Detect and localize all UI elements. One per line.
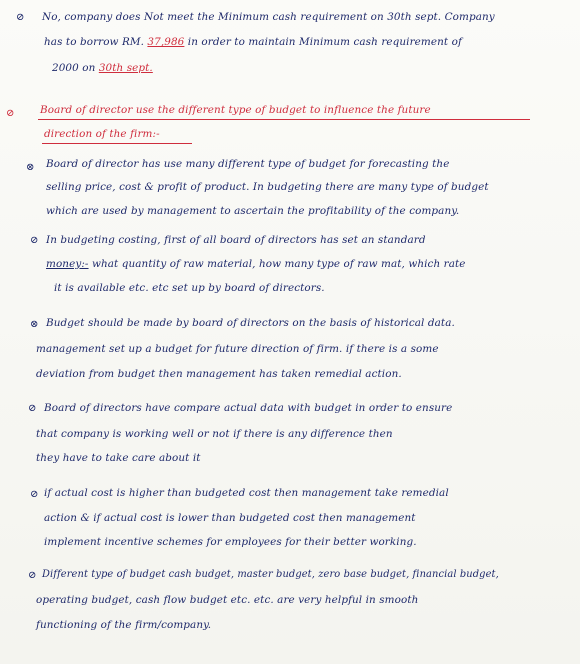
para2-line2: selling price, cost & profit of product. In budgeting there are many type of budget bbox=[46, 181, 489, 193]
bullet-mark: ⊘ bbox=[28, 403, 37, 414]
heading-line2: direction of the firm:- bbox=[44, 128, 160, 140]
para1-line2-start: has to borrow RM. bbox=[44, 36, 145, 48]
para2-line3: which are used by management to ascertain the profitability of the company. bbox=[46, 205, 460, 217]
para7-line2: operating budget, cash flow budget etc. etc. are very helpful in smooth bbox=[36, 594, 419, 606]
heading-underline-1 bbox=[38, 119, 530, 120]
para5-line1: Board of directors have compare actual data with budget in order to ensure bbox=[44, 402, 453, 414]
para6-line2: action & if actual cost is lower than budgeted cost then management bbox=[44, 512, 416, 524]
para1-line2 bbox=[44, 36, 462, 48]
para5-line2: that company is working well or not if there is any difference then bbox=[36, 428, 393, 440]
para5-line3: they have to take care about it bbox=[36, 452, 201, 464]
bullet-mark: ⊘ bbox=[28, 570, 37, 581]
date-highlight: 30th sept. bbox=[98, 62, 153, 74]
para3-line3: it is available etc. etc set up by board of directors. bbox=[54, 282, 325, 294]
para6-line3: implement incentive schemes for employees for their better working. bbox=[44, 536, 417, 548]
bullet-mark: ⊘ bbox=[30, 489, 39, 500]
para4-line1: Budget should be made by board of directors on the basis of historical data. bbox=[46, 317, 455, 329]
heading-line1: Board of director use the different type of budget to influence the future bbox=[40, 104, 431, 116]
para3-line1: In budgeting costing, first of all board of directors has set an standard bbox=[46, 234, 426, 246]
money-label: money:- bbox=[46, 258, 89, 270]
bullet-mark: ⊗ bbox=[26, 162, 35, 173]
para7-line3: functioning of the firm/company. bbox=[36, 619, 212, 631]
para1-line3-start: 2000 on bbox=[52, 62, 96, 74]
borrow-amount: 37,986 bbox=[147, 36, 185, 48]
para7-line1: Different type of budget cash budget, master budget, zero base budget, financial budget, bbox=[42, 569, 499, 580]
para4-line2: management set up a budget for future direction of firm. if there is a some bbox=[36, 343, 439, 355]
para6-line1: if actual cost is higher than budgeted cost then management take remedial bbox=[44, 487, 449, 499]
bullet-mark: ⊗ bbox=[30, 319, 39, 330]
bullet-mark: ⊘ bbox=[16, 12, 25, 23]
heading-underline-2 bbox=[42, 143, 192, 144]
para1-line3 bbox=[52, 62, 153, 74]
bullet-mark: ⊘ bbox=[30, 235, 39, 246]
para1-line2-end: in order to maintain Minimum cash requirement of bbox=[187, 36, 462, 48]
para1-line1: No, company does Not meet the Minimum cash requirement on 30th sept. Company bbox=[42, 11, 495, 23]
para4-line3: deviation from budget then management has taken remedial action. bbox=[36, 368, 402, 380]
para3-line2 bbox=[46, 258, 466, 270]
para3-line2-rest: what quantity of raw material, how many type of raw mat, which rate bbox=[91, 258, 466, 270]
heading-bullet-mark: ⊘ bbox=[6, 108, 15, 119]
para2-line1: Board of director has use many different type of budget for forecasting the bbox=[46, 158, 450, 170]
